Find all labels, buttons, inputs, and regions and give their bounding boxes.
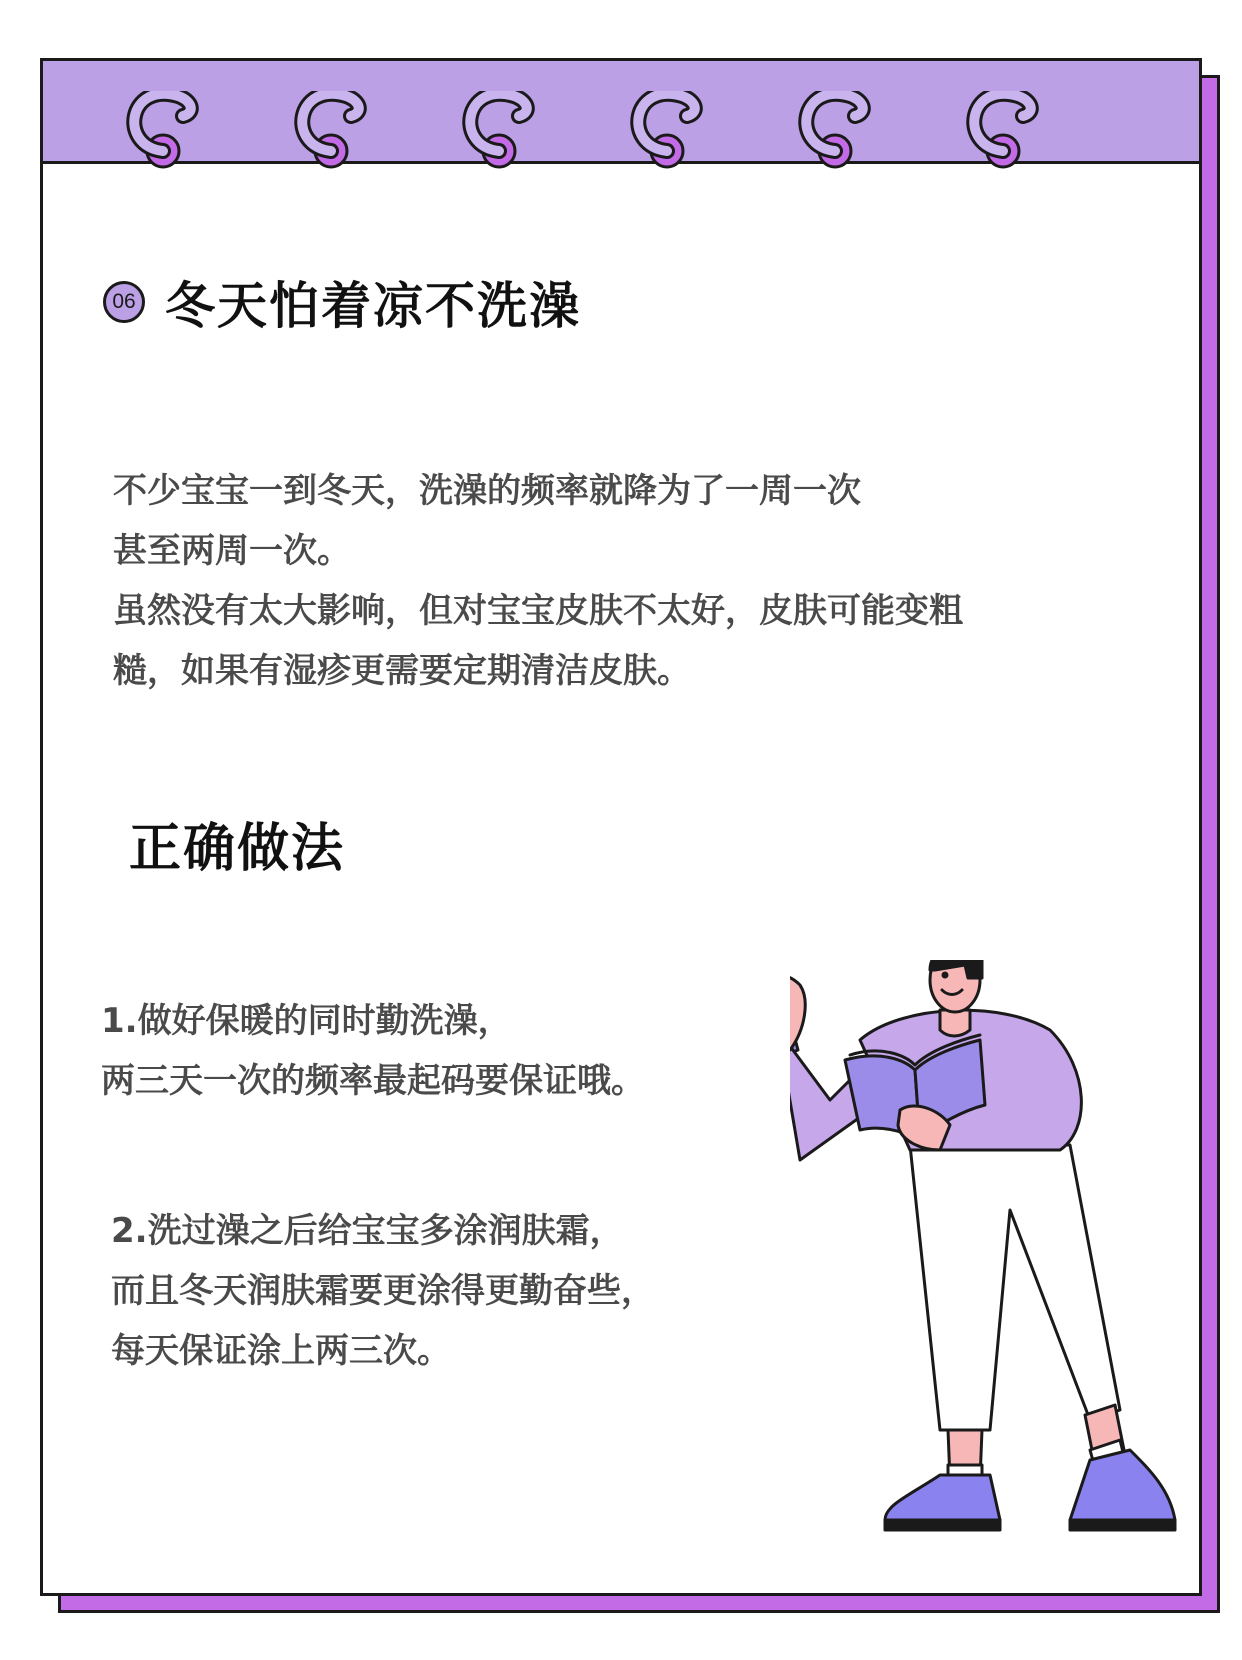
intro-line: 甚至两周一次。: [113, 531, 351, 571]
tip-line: 2.洗过澡之后给宝宝多涂润肤霜，: [111, 1211, 624, 1251]
notebook-header-band: [43, 61, 1199, 164]
binder-ring-icon: [974, 94, 1031, 167]
number-badge: 06: [103, 281, 145, 323]
intro-line: 不少宝宝一到冬天，洗澡的频率就降为了一周一次: [113, 471, 861, 511]
intro-line: 糙，如果有湿疹更需要定期清洁皮肤。: [113, 651, 691, 691]
tip-line: 而且冬天润肤霜要更涂得更勤奋些，: [111, 1271, 655, 1311]
tip-item-1: [101, 991, 645, 1111]
binder-ring-icon: [638, 94, 695, 167]
intro-paragraph: [113, 461, 1113, 701]
page-title: 冬天怕着凉不洗澡: [165, 277, 581, 335]
tip-item-2: [111, 1201, 655, 1381]
binder-ring-icon: [302, 94, 359, 167]
intro-line: 虽然没有太大影响，但对宝宝皮肤不太好，皮肤可能变粗: [113, 591, 963, 631]
section-title: 正确做法: [129, 819, 346, 879]
binder-ring-icon: [470, 94, 527, 167]
binder-ring-icon: [134, 94, 191, 167]
tip-line: 每天保证涂上两三次。: [111, 1331, 451, 1371]
tip-line: 两三天一次的频率最起码要保证哦。: [101, 1061, 645, 1101]
person-with-book-illustration: [790, 960, 1210, 1620]
tip-line: 1.做好保暖的同时勤洗澡，: [101, 1001, 512, 1041]
binder-rings: [83, 91, 1083, 181]
binder-ring-icon: [806, 94, 863, 167]
title-row: [103, 266, 581, 338]
